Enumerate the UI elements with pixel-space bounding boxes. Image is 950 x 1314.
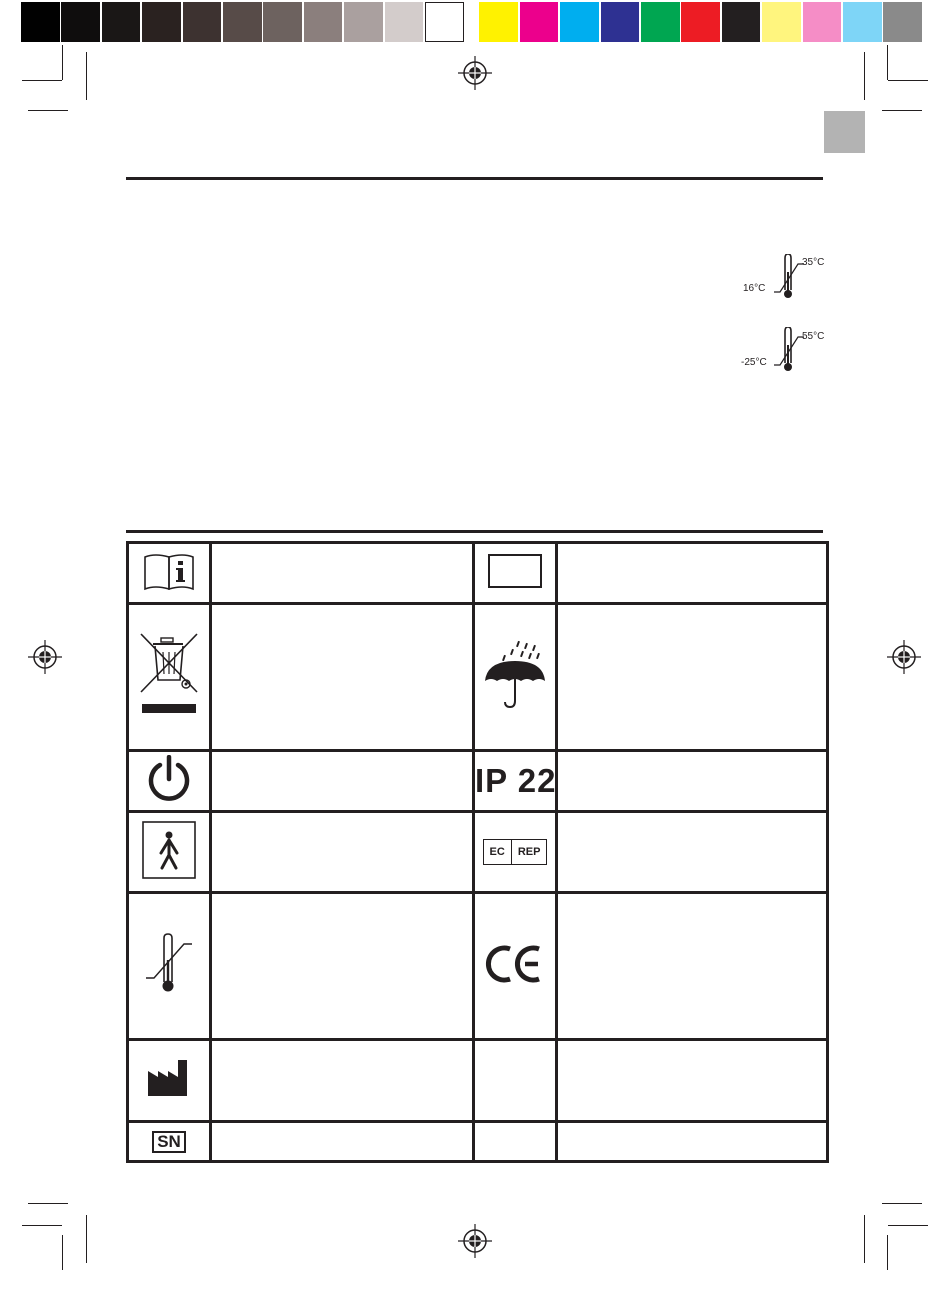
description-cell xyxy=(557,1040,828,1122)
symbol-cell xyxy=(474,751,557,812)
keep-dry-umbrella-icon xyxy=(483,639,547,711)
operating-temp-min: 16°C xyxy=(743,283,766,294)
storage-temp-min: -25°C xyxy=(741,357,767,368)
description-cell xyxy=(211,751,474,812)
instructions-manual-icon xyxy=(142,551,196,591)
description-cell xyxy=(211,893,474,1040)
registration-mark-right xyxy=(887,640,921,674)
ce-mark-icon xyxy=(485,944,545,984)
symbol-cell xyxy=(128,1122,211,1162)
color-swatch xyxy=(843,2,882,42)
manufacturer-factory-icon xyxy=(147,1059,191,1097)
symbol-cell xyxy=(474,1122,557,1162)
color-swatch xyxy=(102,2,141,42)
color-swatch xyxy=(183,2,222,42)
description-cell xyxy=(557,604,828,751)
ec-label: EC xyxy=(489,846,505,858)
description-cell xyxy=(211,1122,474,1162)
color-swatch xyxy=(61,2,100,42)
symbol-cell xyxy=(474,1040,557,1122)
table-row xyxy=(128,751,828,812)
description-cell xyxy=(211,812,474,893)
ec-rep-authorized-representative-icon xyxy=(483,839,548,865)
color-swatch xyxy=(601,2,640,42)
color-swatch xyxy=(803,2,842,42)
thermometer-icon xyxy=(774,327,804,375)
type-b-applied-part-icon xyxy=(142,821,196,879)
rep-label: REP xyxy=(511,840,547,864)
color-swatch xyxy=(681,2,720,42)
symbol-cell xyxy=(128,751,211,812)
table-row xyxy=(128,812,828,893)
color-swatch xyxy=(21,2,60,42)
description-cell xyxy=(557,812,828,893)
symbol-cell xyxy=(128,1040,211,1122)
serial-number-label: SN xyxy=(152,1131,186,1153)
description-cell xyxy=(557,893,828,1040)
empty-box-icon xyxy=(488,554,542,588)
table-row xyxy=(128,893,828,1040)
description-cell xyxy=(557,751,828,812)
color-swatch xyxy=(425,2,464,42)
description-cell xyxy=(211,543,474,604)
temperature-limit-icon xyxy=(144,932,194,996)
description-cell xyxy=(211,604,474,751)
language-tab-marker xyxy=(824,111,865,153)
symbol-cell xyxy=(474,543,557,604)
table-row xyxy=(128,543,828,604)
registration-mark-bottom xyxy=(458,1224,492,1258)
storage-temp-max: 55°C xyxy=(802,331,825,342)
symbol-cell xyxy=(474,812,557,893)
ip-rating-label: IP 22 xyxy=(475,762,557,799)
symbol-cell xyxy=(474,893,557,1040)
color-swatch xyxy=(883,2,922,42)
color-swatch xyxy=(223,2,262,42)
color-swatch xyxy=(722,2,761,42)
section-rule-top xyxy=(126,177,823,180)
color-calibration-bar xyxy=(21,2,929,42)
operating-temp-max: 35°C xyxy=(802,257,825,268)
description-cell xyxy=(211,1040,474,1122)
color-swatch xyxy=(263,2,302,42)
table-row xyxy=(128,1040,828,1122)
symbol-cell xyxy=(474,604,557,751)
color-swatch xyxy=(385,2,424,42)
table-row xyxy=(128,604,828,751)
storage-temperature-range xyxy=(736,327,826,387)
table-row xyxy=(128,1122,828,1162)
color-swatch xyxy=(344,2,383,42)
thermometer-icon xyxy=(774,254,804,302)
power-standby-icon xyxy=(146,755,192,803)
color-swatch xyxy=(560,2,599,42)
color-swatch xyxy=(142,2,181,42)
registration-mark-left xyxy=(28,640,62,674)
symbol-cell xyxy=(128,543,211,604)
registration-mark-top xyxy=(458,56,492,90)
symbol-cell xyxy=(128,604,211,751)
color-swatch xyxy=(479,2,518,42)
color-swatch xyxy=(762,2,801,42)
color-swatch xyxy=(641,2,680,42)
description-cell xyxy=(557,543,828,604)
symbol-cell xyxy=(128,893,211,1040)
description-cell xyxy=(557,1122,828,1162)
section-rule-symbols xyxy=(126,530,823,533)
color-swatch xyxy=(520,2,559,42)
weee-crossed-bin-icon xyxy=(139,630,199,720)
symbols-table xyxy=(126,541,829,1163)
operating-temperature-range xyxy=(738,254,828,314)
symbol-cell xyxy=(128,812,211,893)
color-swatch xyxy=(304,2,343,42)
